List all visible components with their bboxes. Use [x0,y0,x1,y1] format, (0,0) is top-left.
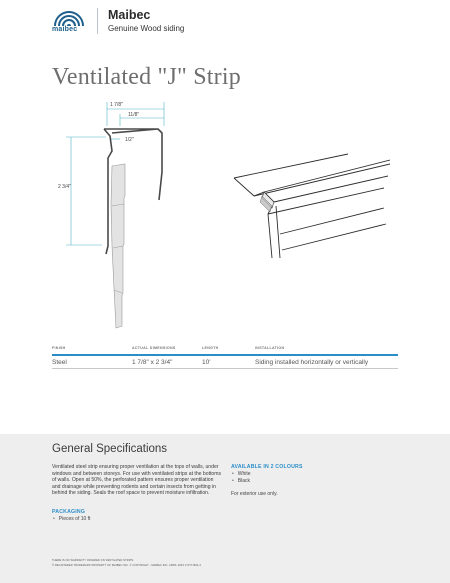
cell-length: 10' [202,358,211,366]
dimension-height: 2 3/4" [58,184,71,190]
warranty-note: THERE IS NO WARRANTY OFFERED ON VENTILATED STRIPS. [52,559,135,562]
cell-installation: Siding installed horizontally or vertically [255,358,369,366]
spec-table [52,346,398,369]
dimension-lip: 1/2" [125,137,134,143]
header-dimensions: ACTUAL DIMENSIONS [132,346,176,350]
packaging-heading: PACKAGING [52,509,86,515]
table-bottom-rule [52,368,398,369]
logo-wordmark: maibec [52,26,78,33]
header-divider [97,8,98,34]
profile-drawing [40,96,200,334]
list-item: • Pieces of 10 ft [53,516,90,523]
isometric-view [228,150,390,266]
list-item: • White [232,471,251,478]
list-item: • Black [232,478,251,485]
dimension-inner-width: 11/8" [128,112,140,118]
page-header [0,0,450,40]
dimension-overall-width: 1 7/8" [110,102,123,108]
cell-dimensions: 1 7/8" x 2 3/4" [132,358,173,366]
exterior-note: For exterior use only. [231,491,278,497]
table-header-row [52,346,398,354]
brand-name: Maibec [108,8,151,22]
header-length: LENGTH [202,346,219,350]
table-row [52,356,398,368]
header-installation: INSTALLATION [255,346,285,350]
colours-heading: AVAILABLE IN 2 COLOURS [231,464,303,470]
section-title: General Specifications [52,443,168,455]
general-specifications [0,434,450,583]
product-description: Ventilated steel strip ensuring proper ventilation at the tops of walls, under windows and between storeys. For use with ventilated strips at the bottoms of walls. Open at 50%, the perforated pattern ensures proper ventilation and drainage while preventing rodents and certain insects from getting in behind the siding. Seals the roof space to prevent moisture infiltration. [52,464,222,497]
cell-finish: Steel [52,358,67,366]
legal-footer: ® REGISTERED TRADEMARK PROPERTY OF MAIBEC INC. © COPYRIGHT - MAIBEC INC. APRIL 2023 V-ST7J624-3 [52,564,201,567]
packaging-list [53,516,90,523]
page-title: Ventilated "J" Strip [52,64,241,90]
brand-tagline: Genuine Wood siding [108,24,185,33]
header-finish: FINISH [52,346,66,350]
colours-list [232,471,251,485]
